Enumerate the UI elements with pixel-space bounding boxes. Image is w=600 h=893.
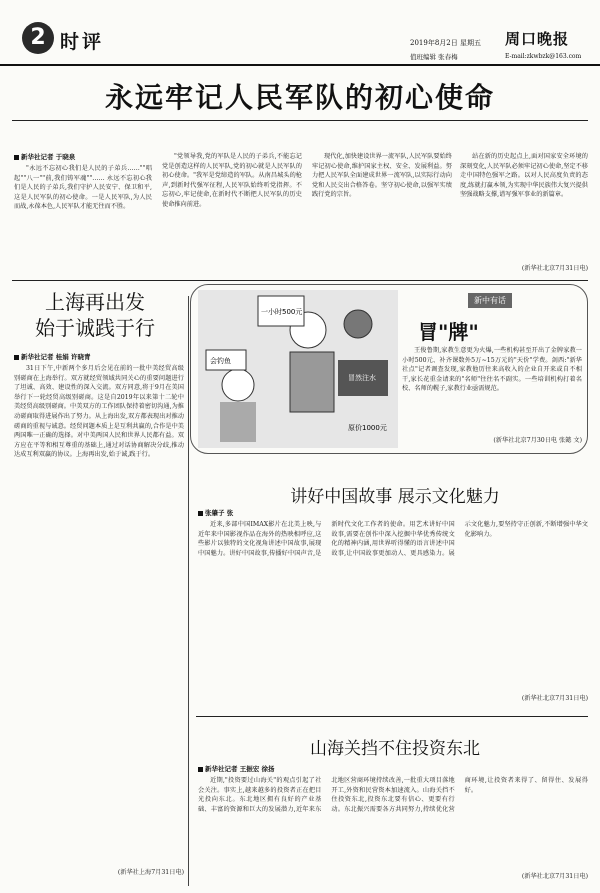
commentary-body: 王俊鲁期,家教生意更为火爆,一些机构甚至开出了金牌家教一小时500元、补齐课数外5万~15万元的"天价"学费。剑西:"新华社点"记者调查发现,家教他历往来高收入的企业自开来或自不相干,家长花重金请来的"名师"往往名不副实。一些培训机构打着名校、名师的幌子,家教行业亟需规范。: [402, 347, 582, 393]
article1-col1: "永远不忘初心我们是人民的子弟兵……""唱起""八一""前,我们铸军魂""…… 永远不忘初心我们是人民的子弟兵,我们守护人民安宁、保卫和平,这是人民军队的初心使命。一是人民军队,为人民而战,永葆本色,人民军队才能无往而不胜。: [14, 165, 152, 211]
article3-source: (新华社北京7月31日电): [521, 695, 588, 702]
newspaper-logo: 周口晚报: [505, 30, 570, 48]
article1-col2: "党领导我,党的军队是人民的子弟兵,不能忘记党是创造这样的人民军队,党的初心就是人民军队的初心使命。"我军是党缔造的军队。从南昌城头的枪声,到新时代强军征程,人民军队始终听党指挥。不忘初心,牢记使命,在新时代不断把人民军队的历史使命推向前进。: [162, 153, 302, 208]
section-title: 时评: [60, 31, 105, 53]
article3-body: 近来,多部中国IMAX影片在北美上映,与近年来中国影视作品在海外的热映相呼应,这些影片以独特的文化视角讲述中国故事,展现中国魅力。讲好中国故事,传播好中国声音,是新时代文化工作者的使命。用艺术讲好中国故事,需要在创作中深入挖掘中华优秀传统文化的精神内涵,用世界听得懂的语言讲述中国故事,让中国故事更加动人、更具感染力。展示文化魅力,要坚持守正创新,不断增强中华文化影响力。: [198, 521, 588, 557]
header-staff: 值班编辑 张春梅: [410, 53, 458, 61]
section-rule: [196, 716, 588, 717]
article1-byline: 新华社记者 于晓泉: [14, 152, 75, 161]
article3-title: 讲好中国故事 展示文化魅力: [290, 487, 500, 507]
bullet-square-icon: [198, 511, 203, 516]
bullet-square-icon: [198, 767, 203, 772]
article3-byline: 张肇子 张: [198, 508, 233, 517]
cartoon-label-left: 会钓鱼: [210, 357, 231, 365]
header-date: 2019年8月2日 星期五: [410, 39, 481, 47]
article2-byline: 新华社记者 桂娟 许晓青: [14, 352, 91, 361]
article2-title-line1: 上海再出发: [45, 290, 145, 314]
bullet-square-icon: [14, 155, 19, 160]
commentary-source: (新华社北京7月30日电 张懿 文): [493, 437, 582, 444]
page-header: [0, 0, 600, 66]
cartoon-caption-top: 一小时500元: [261, 308, 303, 316]
commentary-tag: 新中有话: [468, 293, 512, 308]
article2-body: 31日下午,中新两个多月后会见在前的一批中美经贸高级别磋商在上海举行。双方就经贸领域共同关心的重要问题进行了坦诚、高效、建设性的深入交流。双方同意,将于9月在美国举行下一轮经贸高级别磋商。这是自2019年以来第十二轮中美经贸高级别磋商。中美双方的工作团队保持着密切沟通,为推动磋商取得进展作出了努力。从上海出发,双方都表现出对推动磋商的重视与诚意。经贸问题本质上是互利共赢的,合作是中美两国唯一正确的选择。对中美两国人民和世界人民都有益。双方应在平等和相互尊重的基础上,通过对话协商解决分歧,推动达成互利双赢的协议。上海再出发,始于诚,践于行。: [14, 365, 184, 459]
article1-source: (新华社北京7月31日电): [521, 265, 588, 272]
headline-rule: [12, 120, 588, 121]
cartoon-label-bottom: 原价1000元: [348, 424, 387, 432]
article4-title: 山海关挡不住投资东北: [310, 739, 480, 759]
column-divider: [188, 296, 189, 886]
cartoon-illustration: [198, 290, 398, 448]
bullet-square-icon: [14, 355, 19, 360]
section-rule: [12, 280, 588, 281]
article2-title-line2: 始于诚践于行: [35, 316, 155, 340]
article1-col4: 站在新的历史起点上,面对国家安全环境的深刻变化,人民军队必须牢记初心使命,坚定不移走中国特色强军之路。以对人民高度负责的态度,练就打赢本领,为实现中华民族伟大复兴提供坚强战略支撑,谱写强军事业的新篇章。: [460, 153, 588, 199]
page-number-badge: 2: [22, 22, 54, 54]
cartoon-label-bank: 冒然注水: [348, 374, 376, 382]
article4-source: (新华社北京7月31日电): [521, 873, 588, 880]
main-headline: 永远牢记人民军队的初心使命: [104, 81, 495, 114]
article4-body: 近期,"投资要过山海关"的观点引起了社会关注。事实上,越来越多的投资者正在把目光投向东北。东北地区拥有良好的产业基础、丰富的资源和巨大的发展潜力,近年来东北地区营商环境持续改善,一批重大项目落地开工,外资和民营资本加速流入。山海关挡不住投资东北,投资东北要有信心、更要有行动。东北振兴需要各方共同努力,持续优化营商环境,让投资者来得了、留得住、发展得好。: [198, 777, 588, 813]
header-email: E-mail:zkwbzk@163.com: [505, 53, 582, 60]
article4-byline: 新华社记者 王振宏 徐扬: [198, 764, 275, 773]
commentary-title: 冒"牌": [418, 320, 479, 344]
article1-col3: 现代化,加快建设世界一流军队,人民军队要始终牢记初心使命,维护国家主权、安全、发展利益。努力把人民军队全面建成世界一流军队,以实际行动向党和人民交出合格答卷。坚守初心使命,以强军实绩践行党的宗旨。: [312, 153, 452, 199]
article2-source: (新华社上海7月31日电): [117, 869, 184, 876]
